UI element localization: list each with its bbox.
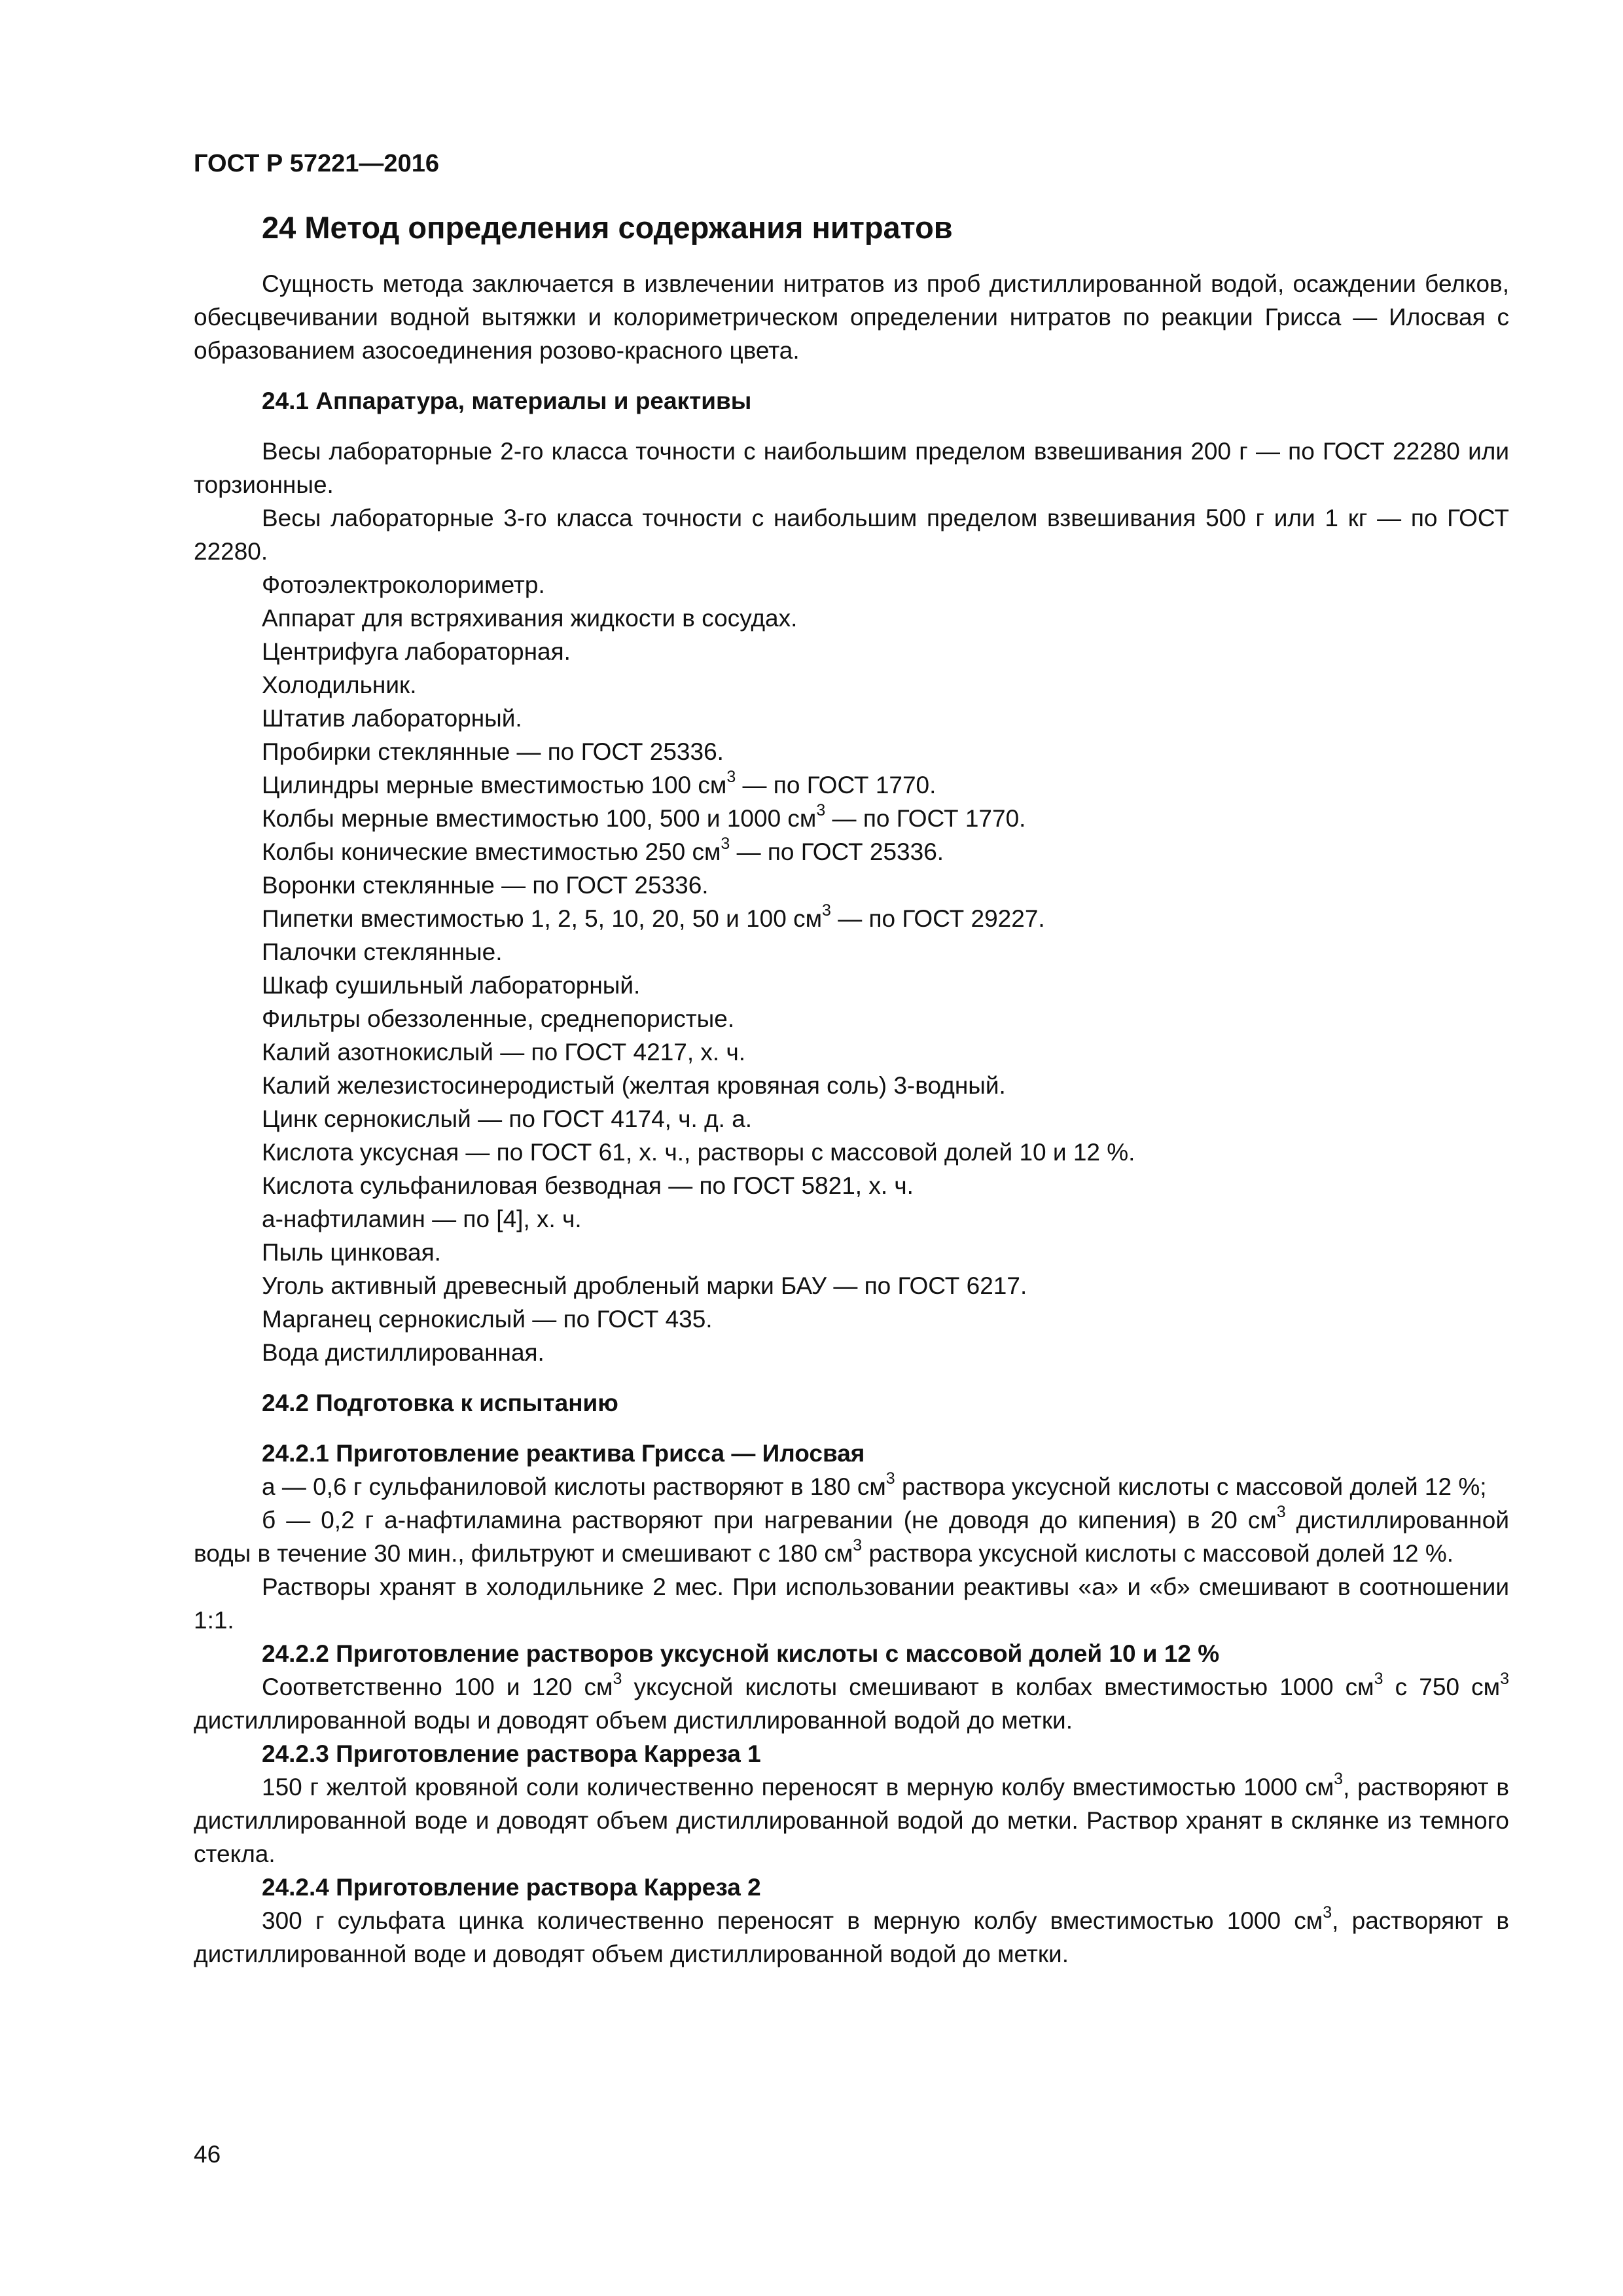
apparatus-item: Фотоэлектроколориметр.: [262, 571, 545, 598]
acetic-acid-paragraph: Соответственно 100 и 120 $см^3$ уксусной кислоты смешивают в колбах вместимостью 1000 $см^3$ с 750 $см^3$ дистиллированной воды и доводят объем дистиллированной водой до метки.: [194, 1669, 1509, 1734]
standard-code: ГОСТ Р 57221—2016: [194, 150, 439, 177]
subsection-heading: 24.2.1 Приготовление реактива Грисса — Илосвая: [262, 1440, 865, 1467]
apparatus-item: Воронки стеклянные — по ГОСТ 25336.: [262, 872, 709, 899]
apparatus-item: Весы лабораторные 2-го класса точности с наибольшим пределом взвешивания 200 г — по ГОСТ 22280 или торзионные.: [194, 438, 1509, 498]
apparatus-item: Весы лабораторные 3-го класса точности с наибольшим пределом взвешивания 500 г или 1 кг — по ГОСТ 22280.: [194, 505, 1509, 565]
apparatus-item: Штатив лабораторный.: [262, 705, 522, 732]
subsection-heading: 24.2.4 Приготовление раствора Карреза 2: [262, 1874, 761, 1901]
document-body: [194, 267, 1509, 1971]
storage-paragraph: Растворы хранят в холодильнике 2 мес. При использовании реактивы «а» и «б» смешивают в соотношении 1:1.: [194, 1573, 1509, 1634]
apparatus-item: Кислота уксусная — по ГОСТ 61, х. ч., растворы с массовой долей 10 и 12 %.: [262, 1139, 1135, 1166]
apparatus-item: Вода дистиллированная.: [262, 1339, 544, 1366]
page-number: 46: [194, 2141, 221, 2168]
apparatus-heading: 24.1 Аппаратура, материалы и реактивы: [262, 387, 752, 414]
apparatus-item: Центрифуга лабораторная.: [262, 638, 571, 665]
apparatus-item: Пыль цинковая.: [262, 1239, 441, 1266]
apparatus-item: Фильтры обеззоленные, среднепористые.: [262, 1005, 735, 1032]
apparatus-item: Колбы мерные вместимостью 100, 500 и 1000 $см^3$ — по ГОСТ 1770.: [262, 800, 1026, 832]
apparatus-item: Марганец сернокислый — по ГОСТ 435.: [262, 1306, 713, 1333]
apparatus-item: Палочки стеклянные.: [262, 939, 503, 965]
apparatus-item: Аппарат для встряхивания жидкости в сосудах.: [262, 605, 798, 632]
carrez-2-paragraph: 300 г сульфата цинка количественно переносят в мерную колбу вместимостью 1000 $см^3$, растворяют в дистиллированной воде и доводят объем дистиллированной водой до метки.: [194, 1903, 1510, 1967]
apparatus-item: Пробирки стеклянные — по ГОСТ 25336.: [262, 738, 724, 765]
apparatus-item: Уголь активный древесный дробленый марки БАУ — по ГОСТ 6217.: [262, 1272, 1027, 1299]
carrez-1-paragraph: 150 г желтой кровяной соли количественно переносят в мерную колбу вместимостью 1000 $см^3$, растворяют в дистиллированной воде и доводят объем дистиллированной водой до метки. Раствор хранят в склянке из темного стекла.: [194, 1769, 1509, 1867]
apparatus-item: Цилиндры мерные вместимостью 100 $см^3$ — по ГОСТ 1770.: [262, 767, 936, 798]
apparatus-item: Холодильник.: [262, 672, 417, 698]
apparatus-item: а-нафтиламин — по [4], х. ч.: [262, 1206, 582, 1232]
apparatus-item: Кислота сульфаниловая безводная — по ГОСТ 5821, х. ч.: [262, 1172, 914, 1199]
preparation-heading: 24.2 Подготовка к испытанию: [262, 1390, 618, 1416]
apparatus-item: Цинк сернокислый — по ГОСТ 4174, ч. д. а.: [262, 1105, 753, 1132]
apparatus-item: Калий железистосинеродистый (желтая кровяная соль) 3-водный.: [262, 1072, 1006, 1099]
section-title: 24 Метод определения содержания нитратов: [262, 210, 953, 245]
apparatus-item: Колбы конические вместимостью 250 $см^3$ — по ГОСТ 25336.: [262, 834, 944, 865]
apparatus-item: Калий азотнокислый — по ГОСТ 4217, х. ч.: [262, 1039, 746, 1066]
reagent-a-paragraph: а — 0,6 г сульфаниловой кислоты растворяют в 180 $см^3$ раствора уксусной кислоты с массовой долей 12 %;: [262, 1469, 1487, 1500]
subsection-heading: 24.2.2 Приготовление растворов уксусной кислоты с массовой долей 10 и 12 %: [262, 1640, 1220, 1667]
subsection-heading: 24.2.3 Приготовление раствора Карреза 1: [262, 1740, 761, 1767]
apparatus-item: Пипетки вместимостью 1, 2, 5, 10, 20, 50 и 100 $см^3$ — по ГОСТ 29227.: [262, 901, 1045, 932]
reagent-b-paragraph: б — 0,2 г а-нафтиламина растворяют при нагревании (не доводя до кипения) в 20 $см^3$ дистиллированной воды в течение 30 мин., фильтруют и смешивают с 180 $см^3$ раствора уксусной кислоты с массовой долей 12 %.: [194, 1502, 1509, 1567]
apparatus-item: Шкаф сушильный лабораторный.: [262, 972, 641, 999]
intro-paragraph: Сущность метода заключается в извлечении нитратов из проб дистиллированной водой, осаждении белков, обесцвечивании водной вытяжки и колориметрическом определении нитратов по реакции Грисса — Илосвая с образованием азосоединения розово-красного цвета.: [194, 270, 1509, 364]
document-page: [194, 148, 1509, 1971]
